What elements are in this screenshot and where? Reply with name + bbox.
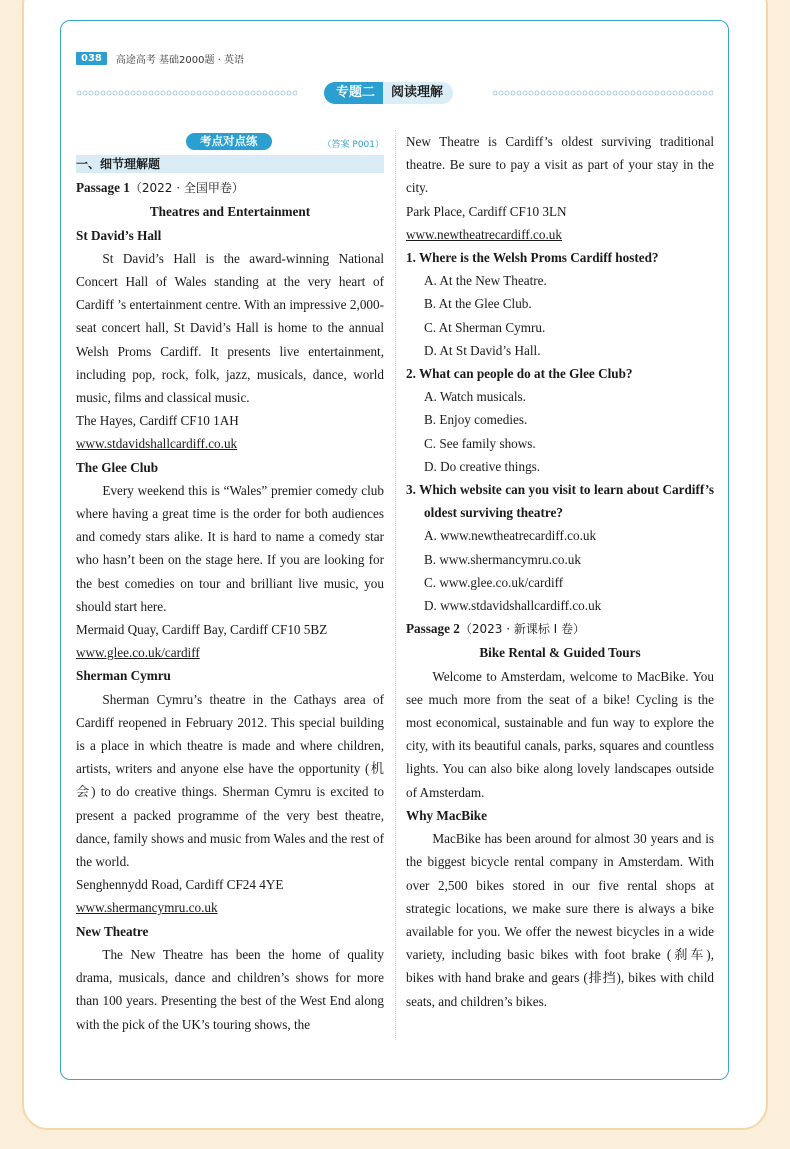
venue-description-part2: New Theatre is Cardiff’s oldest surviving traditional theatre. Be sure to pay a visit as part of your stay in the city. <box>406 134 714 196</box>
page-number: 038 <box>76 52 107 65</box>
passage2-title: Bike Rental & Guided Tours <box>479 645 641 661</box>
answer-option: C. www.glee.co.uk/cardiff <box>424 574 564 590</box>
venue-website: www.newtheatrecardiff.co.uk <box>406 226 562 242</box>
venue-website: www.shermancymru.co.uk <box>76 900 218 916</box>
question-stem: 1. Where is the Welsh Proms Cardiff hosted? <box>406 250 659 266</box>
answer-option: B. www.shermancymru.co.uk <box>424 551 581 567</box>
venue-address: Senghennydd Road, Cardiff CF24 4YE <box>76 877 284 893</box>
venue-address: Park Place, Cardiff CF10 3LN <box>406 203 567 219</box>
venue-website: www.stdavidshallcardiff.co.uk <box>76 436 238 452</box>
right-column <box>406 130 714 1013</box>
passage1-label: Passage 1（2022 · 全国甲卷） <box>76 180 244 196</box>
practice-pill: 考点对点练 <box>186 133 272 150</box>
answer-option: D. At St David’s Hall. <box>424 342 541 358</box>
answer-reference: （答案 P001） <box>322 140 384 150</box>
passage2-label: Passage 2（2023 · 新课标 Ⅰ 卷） <box>406 621 586 637</box>
passage2-body: MacBike has been around for almost 30 years and is the biggest bicycle rental company in Amsterdam. With over 2,500 bikes stored in our five rental shops at strategic locations, we make sure there is always a bike available for you. We offer the newest bicycles in a wide variety, including basic bikes with foot brake (刹车), bikes with hand brake and gears (排挡), bikes with child seats, and children’s bikes. <box>406 831 714 1009</box>
question-stem: 3. Which website can you visit to learn about Cardiff’s oldest surviving theatre? <box>406 482 714 521</box>
venue-description: Every weekend this is “Wales” premier comedy club where having a great time is the order for both audiences and comedy stars alike. It is hard to name a comedy star who hasn’t been on the stage here. If you are looking for the best comedies on tour and brilliant live music, you should start here. <box>76 482 384 614</box>
left-column <box>76 130 384 1036</box>
answer-option: B. At the Glee Club. <box>424 296 532 312</box>
answer-option: C. See family shows. <box>424 435 536 451</box>
running-header <box>76 51 244 65</box>
decorative-dots-right <box>492 89 714 97</box>
answer-option: C. At Sherman Cymru. <box>424 319 546 335</box>
banner-title: 阅读理解 <box>383 82 453 104</box>
venue-description-part1: The New Theatre has been the home of quality drama, musicals, dance and children’s shows for more than 100 years. Presenting the best of the West End along with the pick of the UK’s touring shows, the <box>76 946 384 1032</box>
column-divider <box>395 130 396 1040</box>
venue-name: The Glee Club <box>76 459 159 475</box>
venue-name: New Theatre <box>76 923 149 939</box>
venue-address: The Hayes, Cardiff CF10 1AH <box>76 413 239 429</box>
section-heading: 一、细节理解题 <box>76 155 384 173</box>
answer-option: D. www.stdavidshallcardiff.co.uk <box>424 598 602 614</box>
venue-description: St David’s Hall is the award-winning National Concert Hall of Wales standing at the very heart of Cardiff ’s entertainment centre. With an impressive 2,000-seat concert hall, St David’s Hall is home to the annual Welsh Proms Cardiff. It presents live entertainment, including pop, rock, folk, jazz, musicals, dance, world music, films and classical music. <box>76 250 384 406</box>
answer-option: D. Do creative things. <box>424 458 541 474</box>
answer-option: A. Watch musicals. <box>424 389 526 405</box>
venue-name: Sherman Cymru <box>76 668 171 684</box>
answer-option: B. Enjoy comedies. <box>424 412 528 428</box>
venue-description: Sherman Cymru’s theatre in the Cathays area of Cardiff reopened in February 2012. This special building is a place in which theatre is made and where children, artists, writers and anyone else have the opportunity (机会) to do creative things. Sherman Cymru is excited to present a packed programme of the very best theatre, dance, family shows and music from Wales and the rest of the world. <box>76 691 384 870</box>
passage1-title: Theatres and Entertainment <box>149 204 311 220</box>
passage2-subheading: Why MacBike <box>406 807 487 823</box>
answer-option: A. At the New Theatre. <box>424 273 547 289</box>
answer-option: A. www.newtheatrecardiff.co.uk <box>424 528 597 544</box>
venue-name: St David’s Hall <box>76 227 162 243</box>
decorative-dots-left <box>76 89 298 97</box>
section-pill-row <box>76 130 384 153</box>
topic-banner <box>324 82 453 104</box>
banner-part: 专题二 <box>324 82 383 104</box>
book-title: 高途高考 基础2000题 · 英语 <box>115 54 245 66</box>
venue-website: www.glee.co.uk/cardiff <box>76 645 200 661</box>
passage2-intro: Welcome to Amsterdam, welcome to MacBike. You see much more from the seat of a bike! Cycling is the most economical, sustainable and fun way to explore the city, with its beautiful canals, parks, squares and countless lights. You can also bike along lovely landscapes outside of Amsterdam. <box>406 668 714 800</box>
venue-address: Mermaid Quay, Cardiff Bay, Cardiff CF10 5BZ <box>76 622 328 638</box>
question-stem: 2. What can people do at the Glee Club? <box>406 366 633 382</box>
